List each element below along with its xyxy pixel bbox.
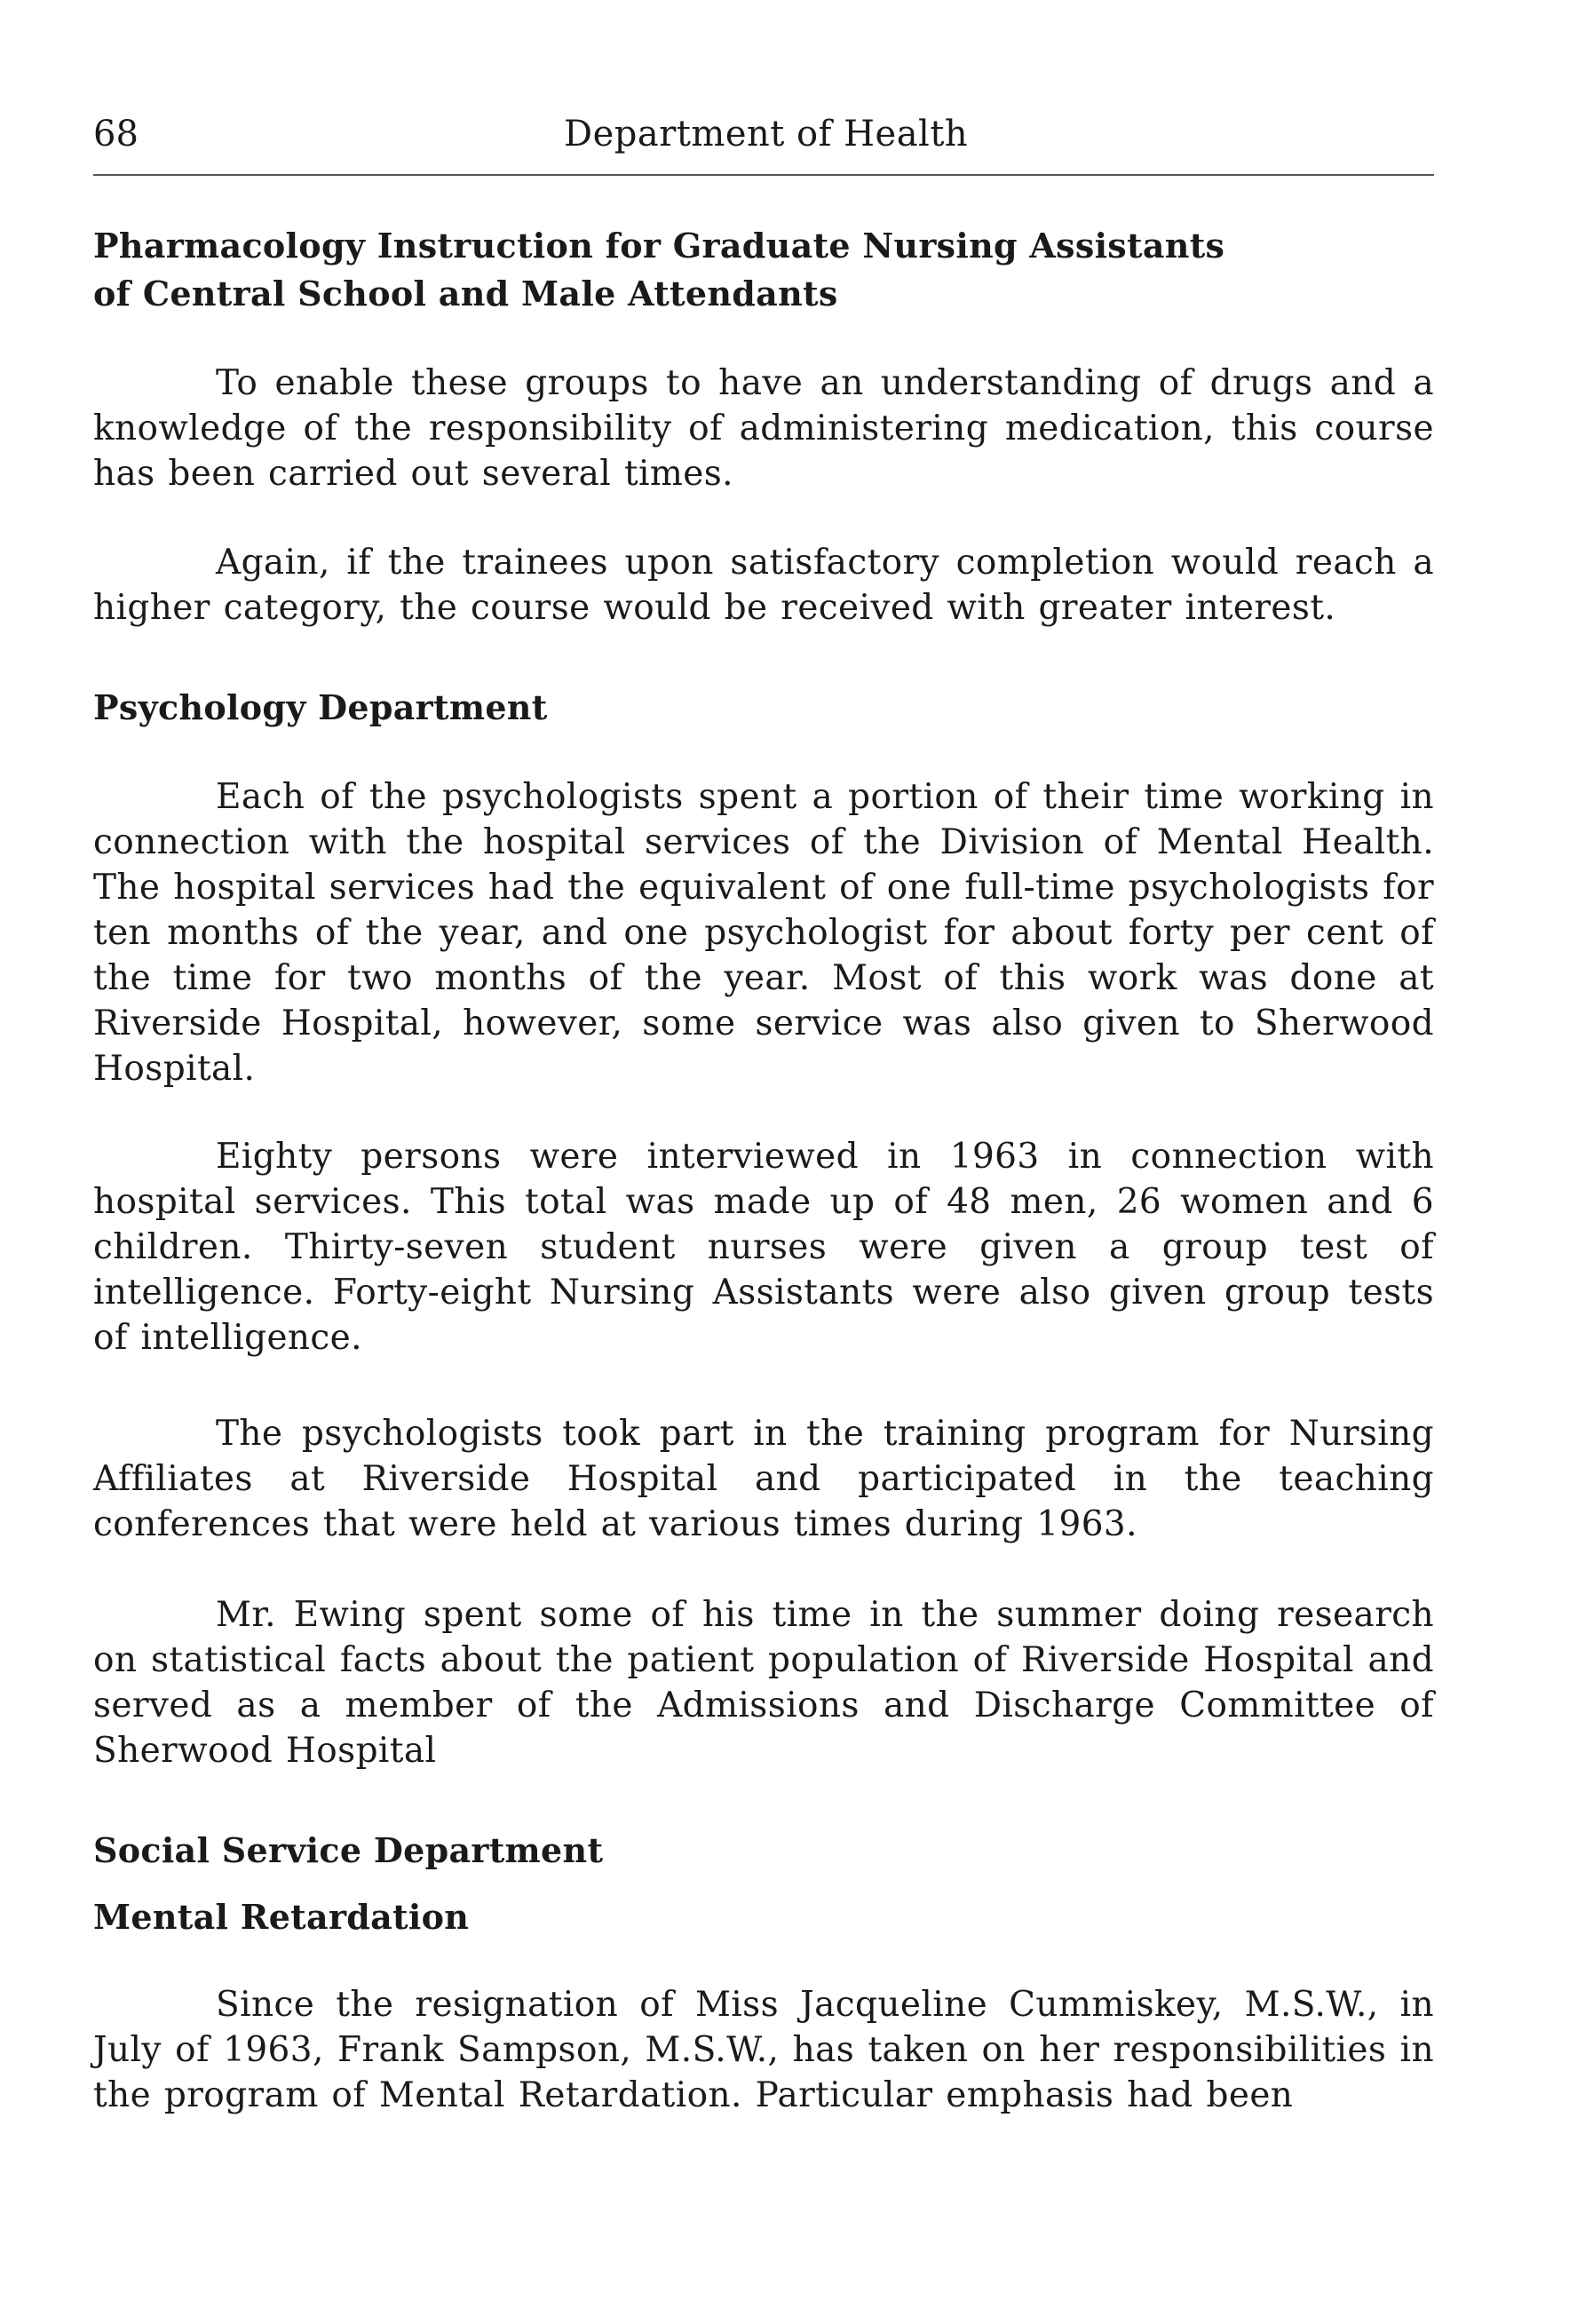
pharmacology-heading <box>93 222 1224 318</box>
running-title: Department of Health <box>564 114 969 155</box>
social-service-heading: Social Service Department <box>93 1830 604 1870</box>
mental-retardation-subheading: Mental Retardation <box>93 1897 470 1937</box>
pharmacology-paragraph-2: Again, if the trainees upon satisfactory completion would reach a higher category, the course would be received with greater interest. <box>93 543 1434 628</box>
psychology-paragraph-4: Mr. Ewing spent some of his time in the summer doing research on statistical facts about the patient population of Riverside Hospital and served as a member of the Admissions and Discharge Committee of Sherwood Hospital <box>93 1595 1434 1771</box>
psychology-paragraph-1: Each of the psychologists spent a portion of their time working in connection with the hospital services of the Division of Mental Health. The hospital services had the equivalent of one full-time psychologists for ten months of the year, and one psychologist for about forty per cent of the time for two months of the year. Most of this work was done at Riverside Hospital, however, some service was also given to Sherwood Hospital. <box>93 777 1434 1089</box>
header-rule <box>93 174 1434 176</box>
running-head <box>93 114 1434 158</box>
pharmacology-heading-line2: of Central School and Male Attendants <box>93 274 838 313</box>
pharmacology-heading-line1: Pharmacology Instruction for Graduate Nursing Assistants <box>93 226 1225 266</box>
pharmacology-paragraph-1: To enable these groups to have an understanding of drugs and a knowledge of the responsibility of administering medication, this course has been carried out several times. <box>93 363 1434 494</box>
psychology-heading: Psychology Department <box>93 687 548 727</box>
page-number: 68 <box>93 114 139 155</box>
psychology-paragraph-2: Eighty persons were interviewed in 1963 in connection with hospital services. This total was made up of 48 men, 26 women and 6 children. Thirty-seven student nurses were given a group test of intelligence. Forty-eight Nursing Assistants were also given group tests of intelligence. <box>93 1137 1434 1358</box>
mental-retardation-paragraph-1: Since the resignation of Miss Jacqueline Cummiskey, M.S.W., in July of 1963, Frank Sampson, M.S.W., has taken on her responsibilities in the program of Mental Retardation. Particular emphasis had been <box>93 1985 1434 2115</box>
psychology-paragraph-3: The psychologists took part in the training program for Nursing Affiliates at Riverside Hospital and participated in the teaching conferences that were held at various times during 1963. <box>93 1414 1434 1544</box>
